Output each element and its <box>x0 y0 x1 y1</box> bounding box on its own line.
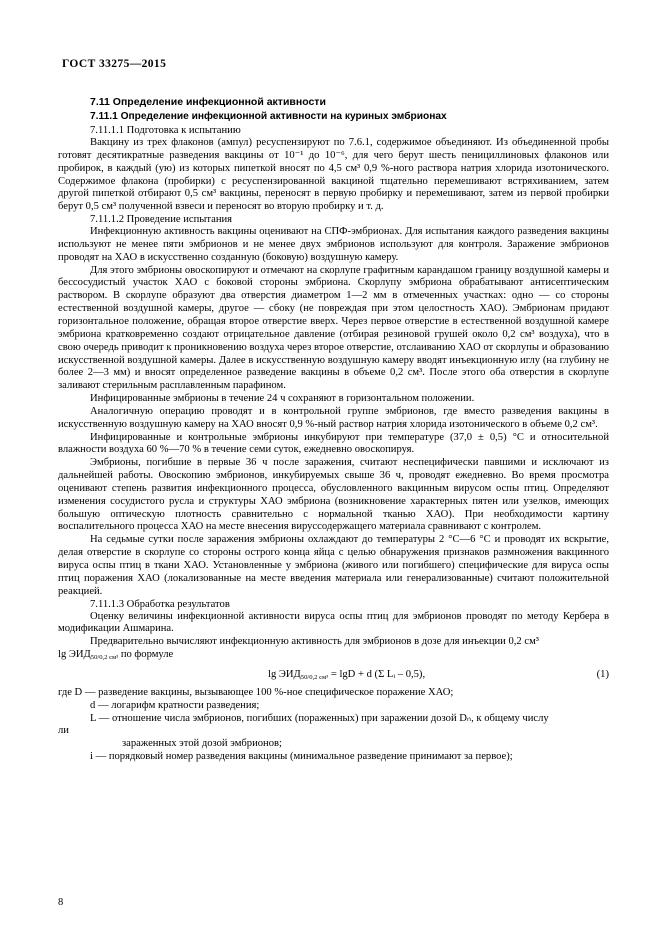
paragraph-observation: Эмбрионы, погибшие в первые 36 ч после заражения, считают неспецифически павшими и исключают из дальнейшей работы. Овоскопию эмбрионов, инкубируемых свыше 36 ч, проводят ежедневно. Во время просмотра оценивают степень развития инфекционного процесса, обусловленного вакцинным вирусом оспы птиц. Определяют изменения сосудистого русла и структуры ХАО эмбриона (возникновение характерных пятен или узелков, имеющих большую оптическую плотность сравнительно с нормальной тканью ХАО). При необходимости картину воспалительного процесса ХАО на месте внесения вируссодержащего материала сравнивают с контролем. <box>58 457 609 533</box>
paragraph-preparation: Вакцину из трех флаконов (ампул) ресуспензируют по 7.6.1, содержимое объединяют. Из объединенной пробы готовят десятикратные разведения вакцины от 10⁻¹ до 10⁻⁶, для чего берут шесть пенициллиновых флаконов или пробирок, в каждый (ую) из которых пипеткой вносят по 4,5 см³ 0,9 %-ного раствора натрия хлорида изотонического. Содержимое флакона (пробирки) с ресуспензированной вакциной тщательно перемешивают встряхиванием, затем другой пипеткой отбирают 0,5 см³ вакцины, переносят в первую пробирку и перемешивают, затем из первой пробирки берут 0,5 см³ полученной взвеси и переносят во вторую пробирку и т. д. <box>58 137 609 213</box>
formula-number: (1) <box>596 668 609 680</box>
section-heading-7-11-1-1: 7.11.1.1 Подготовка к испытанию <box>90 125 241 136</box>
formula-subscript: 50/0,2 см³ <box>300 673 329 681</box>
definition-d: d — логарифм кратности разведения; <box>90 699 260 711</box>
page-header: ГОСТ 33275—2015 <box>62 58 167 70</box>
section-heading-7-11-1-3: 7.11.1.3 Обработка результатов <box>90 598 230 610</box>
definition-i: i — порядковый номер разведения вакцины (минимальное разведение принимают за первое); <box>90 751 513 763</box>
section-heading-7-11-1-2: 7.11.1.2 Проведение испытания <box>90 214 233 226</box>
formula-block <box>58 669 609 685</box>
paragraph-horizontal-position: Инфицированные эмбрионы в течение 24 ч сохраняют в горизонтальном положении. <box>90 393 475 405</box>
formula-expression <box>268 669 425 681</box>
definition-L: L — отношение числа эмбрионов, погибших (пораженных) при заражении дозой Dₙ, к общему числу <box>90 712 549 724</box>
definition-L-cont2: зараженных этой дозой эмбрионов; <box>122 738 282 750</box>
formula-intro-tail: по формуле <box>118 649 174 661</box>
section-heading-7-11: 7.11 Определение инфекционной активности <box>90 96 326 108</box>
paragraph-test-procedure-2: Для этого эмбрионы овоскопируют и отмечают на скорлупе графитным карандашом границу воздушной камеры и бессосудистый участок ХАО с боковой стороны эмбриона. Скорлупу эмбриона обрабатывают антисептическим раствором. В скорлупе образуют два отверстия диаметром 1—2 мм в отмеченных участках: одно — со стороны естественной воздушной камеры, другое — сбоку (не повреждая при этом целостность ХАО). Эмбрионам придают горизонтальное положение, обращая второе отверстие вверх. Через первое отверстие в естественной воздушной камере эмбриона кратковременно создают отрицательное давление (отбирая резиновой грушей около 0,2 см³ воздуха), что в свою очередь приводит к проникновению воздуха через второе отверстие, отслаиванию ХАО от скорлупы и образованию искусственной воздушной камеры. Далее в искусственную воздушную камеру вводят инъекционную иглу (на глубину не более 2—3 мм) и вносят определенное разведение вакцины в объеме 0,2 см³. После этого оба отверстия в скорлупе заливают стерильным расплавленным парафином. <box>58 264 609 392</box>
definition-L-cont: ли <box>58 725 69 737</box>
paragraph-seventh-day: На седьмые сутки после заражения эмбрионы охлаждают до температуры 2 °С—6 °С и проводят их вскрытие, делая отверстие в скорлупе со стороны острого конца яйца с целью обнаружения признаков размножения вакцинного вируса оспы птиц в ткани ХАО. Установленные у эмбриона (живого или погибшего) специфические для вируса оспы птиц поражения ХАО (локализованные на месте введения материала или генерализованные) считают положительной реакцией. <box>58 534 609 597</box>
definition-D: где D — разведение вакцины, вызывающее 100 %-ное специфическое поражение ХАО; <box>58 686 454 698</box>
eid-label: lg ЭИД <box>58 649 91 661</box>
paragraph-formula-intro <box>58 636 609 649</box>
section-heading-7-11-1: 7.11.1 Определение инфекционной активности на куриных эмбрионах <box>90 111 447 122</box>
paragraph-control-group: Аналогичную операцию проводят и в контрольной группе эмбрионов, где вместо разведения вакцины в искусственную воздушную камеру на ХАО вносят 0,9 %-ный раствор натрия хлорида изотонического в объеме 0,2 см³. <box>58 405 609 430</box>
page-number: 8 <box>58 897 64 908</box>
formula-lead: lg ЭИД <box>268 668 301 680</box>
formula-rest: = lgD + d (Σ Lᵢ – 0,5), <box>328 668 426 680</box>
paragraph-incubation: Инфицированные и контрольные эмбрионы инкубируют при температуре (37,0 ± 0,5) °С и относительной влажности воздуха 60 %—70 % в течение семи суток, ежедневно овоскопируя. <box>58 431 609 456</box>
formula-intro-text: Предварительно вычисляют инфекционную активность для эмбрионов в дозе для инъекции 0,2 см³ <box>90 636 539 648</box>
paragraph-kerber-method: Оценку величины инфекционной активности вируса оспы птиц для эмбрионов проводят по методу Кербера в модификации Ашмарина. <box>58 610 609 635</box>
paragraph-test-procedure-1: Инфекционную активность вакцины оценивают на СПФ-эмбрионах. Для испытания каждого разведения вакцины используют не менее пяти эмбрионов и не менее двух эмбрионов используют для контроля. Заражение эмбрионов проводят на ХАО в искусственно созданную (боковую) воздушную камеру. <box>58 226 609 263</box>
eid-subscript: 50/0,2 см³ <box>90 654 119 662</box>
paragraph-formula-intro-cont <box>58 649 609 665</box>
